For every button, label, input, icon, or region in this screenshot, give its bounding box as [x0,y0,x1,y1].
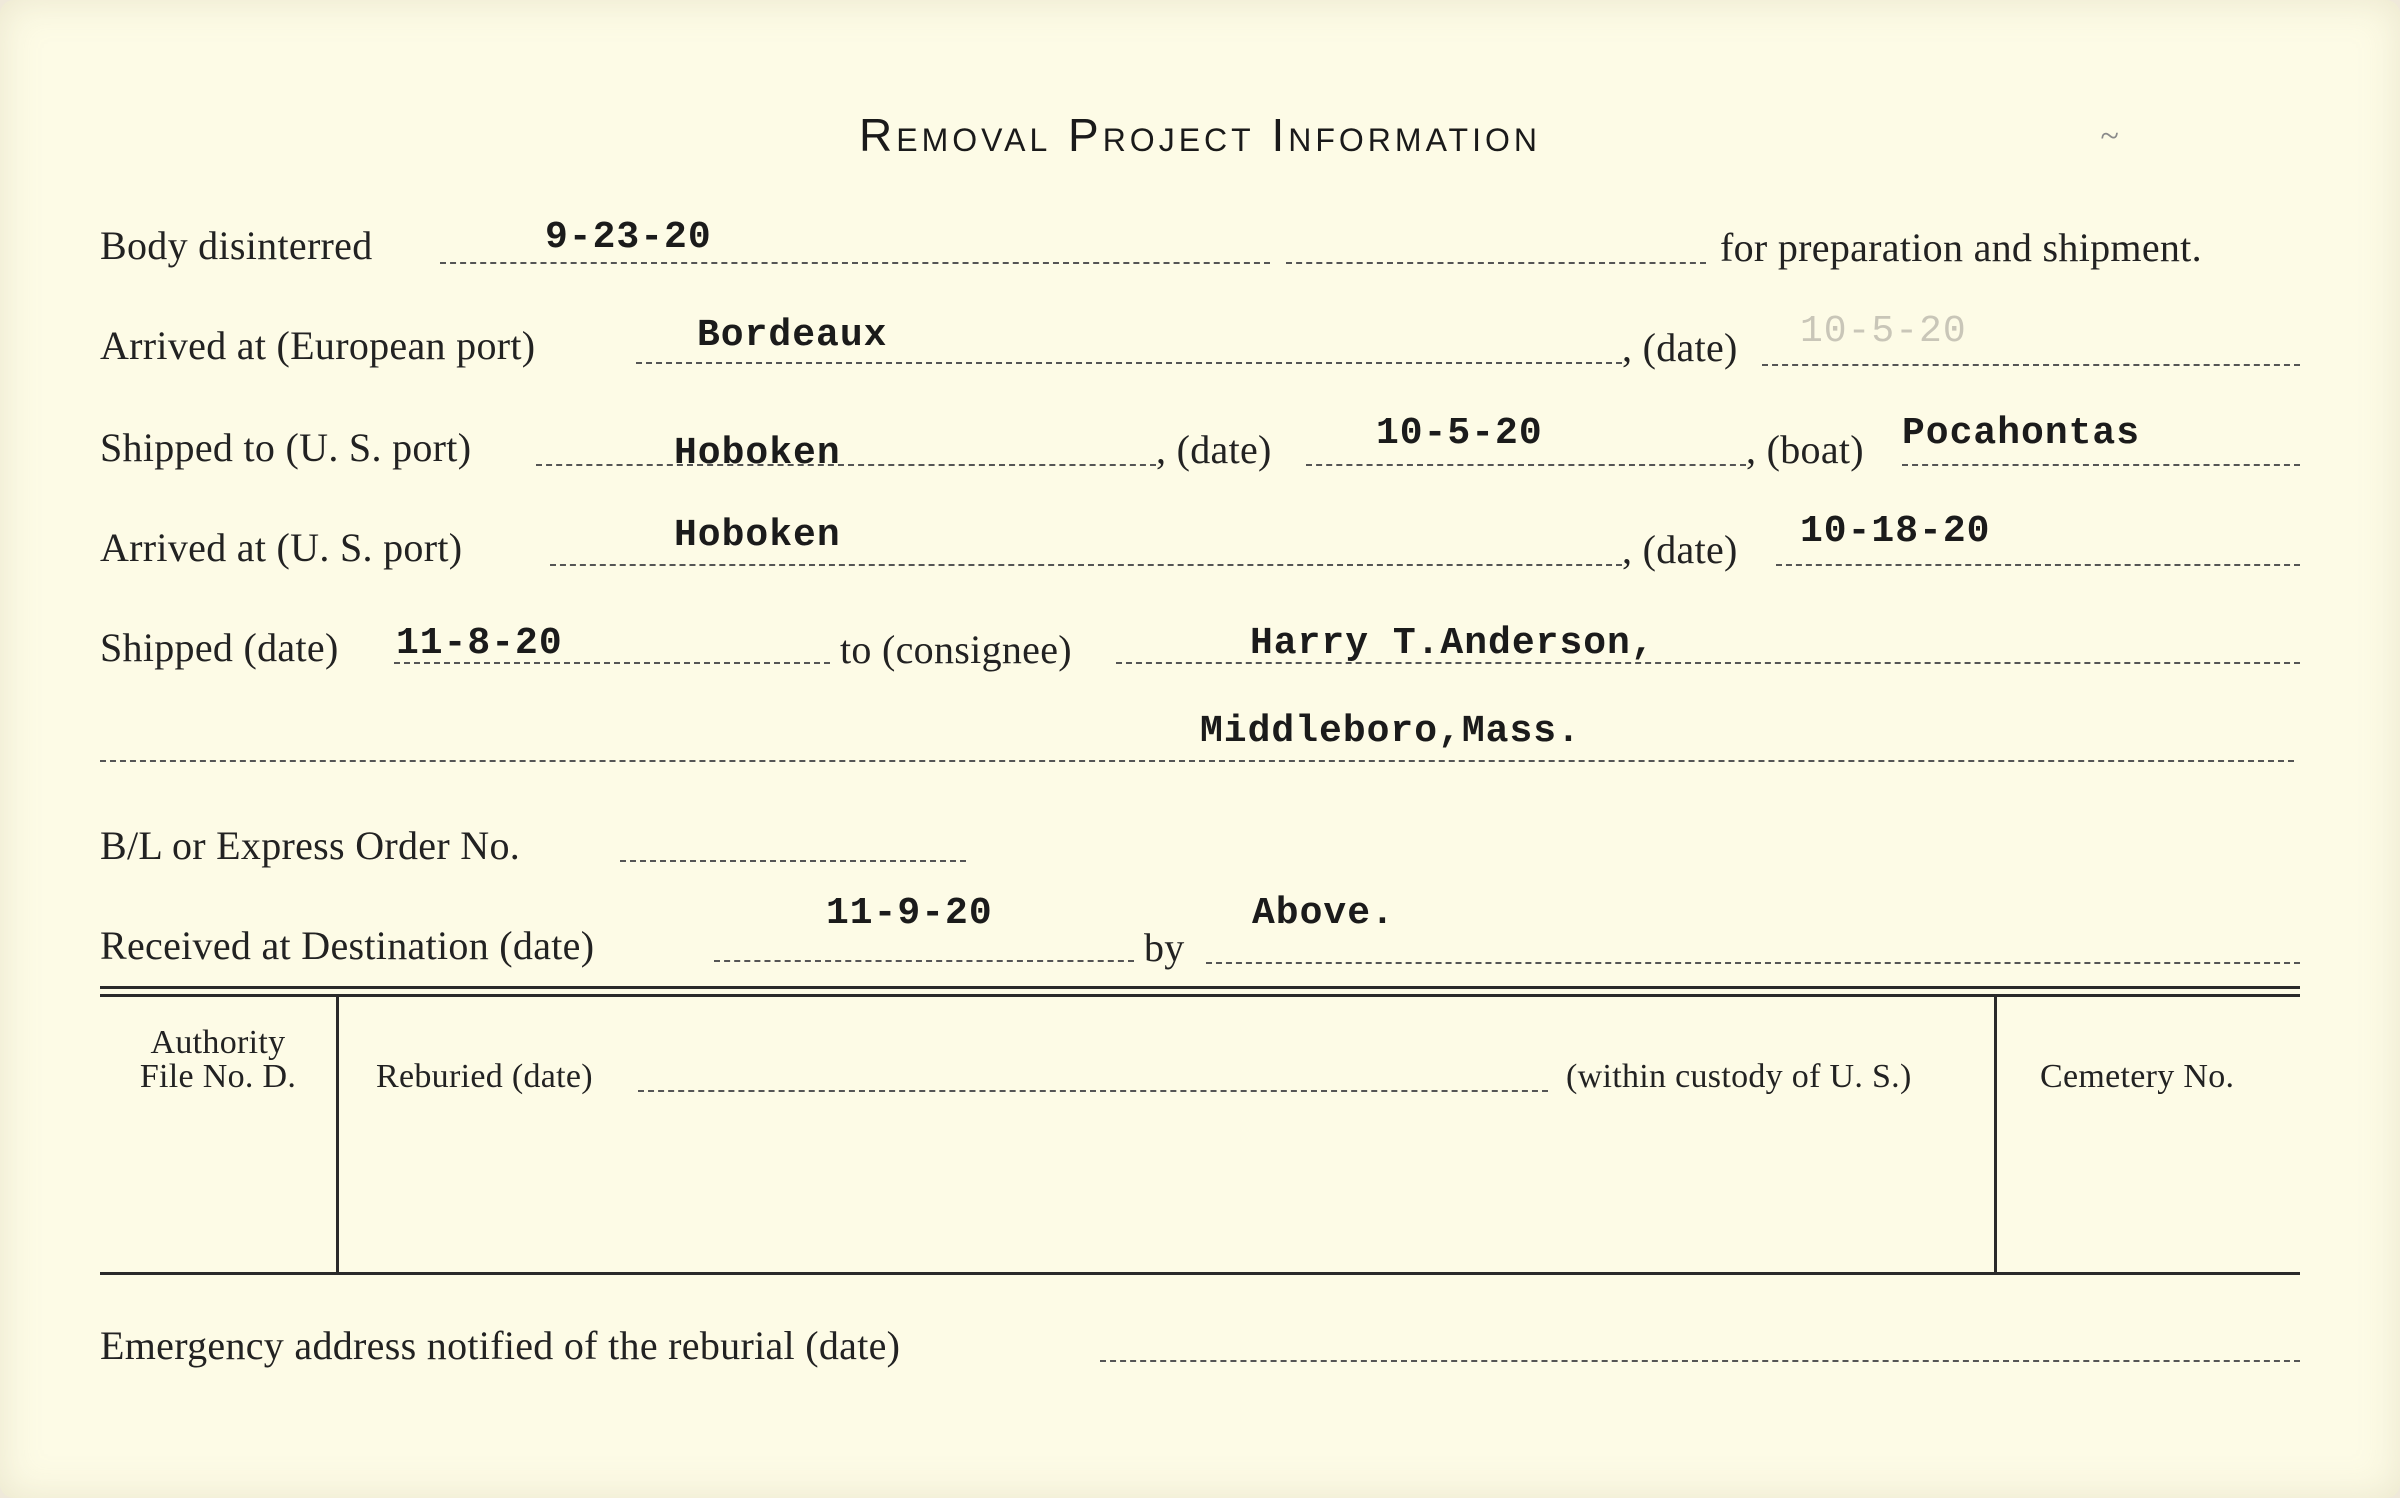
authority-header [100,1026,336,1094]
disinterred-label: Body disinterred [100,223,373,268]
table-divider-left [336,996,339,1272]
boat-value: Pocahontas [1902,412,2141,455]
european-date-value: 10-5-20 [1800,310,1967,353]
bl-label: B/L or Express Order No. [100,823,521,868]
address-line [100,760,2294,762]
disinterred-suffix: for preparation and shipment. [1720,225,2202,270]
shipped-us-port: Hoboken [674,432,841,475]
shipped-us-label: Shipped to (U. S. port) [100,425,472,470]
received-date: 11-9-20 [826,892,993,935]
bl-line [620,860,966,862]
consignee-address: Middleboro,Mass. [1200,710,1581,753]
table-top-rule-2 [100,994,2300,997]
shipped-us-date: 10-5-20 [1376,412,1543,455]
disinterred-line [440,262,1270,264]
received-line [714,960,1134,962]
emergency-line [1100,1360,2300,1362]
arrived-us-line [550,564,1622,566]
custody-label: (within custody of U. S.) [1566,1058,1912,1095]
handwritten-mark: ~ [2100,118,2119,155]
table-divider-right [1994,996,1997,1272]
emergency-label: Emergency address notified of the reburial (date) [100,1323,901,1368]
reburied-label: Reburied (date) [376,1058,593,1095]
boat-line [1902,464,2300,466]
european-port-label: Arrived at (European port) [100,323,536,368]
shipped-us-line [536,464,1156,466]
consignee-label: to (consignee) [840,627,1072,672]
arrived-us-date: 10-18-20 [1800,510,1991,553]
european-port-line [636,362,1622,364]
authority-line-1: Authority [150,1024,286,1061]
arrived-us-label: Arrived at (U. S. port) [100,525,463,570]
european-port-value: Bordeaux [697,314,888,357]
shipped-us-date-label: , (date) [1156,427,1272,472]
shipped-date-label: Shipped (date) [100,625,339,670]
european-date-label: , (date) [1622,325,1738,370]
arrived-us-port: Hoboken [674,514,841,557]
disinterred-line-2 [1286,262,1706,264]
european-date-line [1762,364,2300,366]
shipped-us-date-line [1306,464,1746,466]
disinterred-date: 9-23-20 [545,216,712,259]
by-label: by [1144,925,1185,970]
table-bottom-rule [100,1272,2300,1275]
reburied-line [638,1090,1548,1092]
table-top-rule [100,986,2300,989]
by-line [1206,962,2300,964]
page-title: Removal Project Information [859,109,1541,161]
arrived-us-date-label: , (date) [1622,527,1738,572]
boat-label: , (boat) [1746,427,1864,472]
shipped-date: 11-8-20 [396,622,563,665]
received-label: Received at Destination (date) [100,923,595,968]
cemetery-label: Cemetery No. [2040,1058,2235,1095]
authority-line-2: File No. D. [139,1058,297,1095]
received-by: Above. [1252,892,1395,935]
consignee-name: Harry T.Anderson, [1250,622,1655,665]
arrived-us-date-line [1776,564,2300,566]
